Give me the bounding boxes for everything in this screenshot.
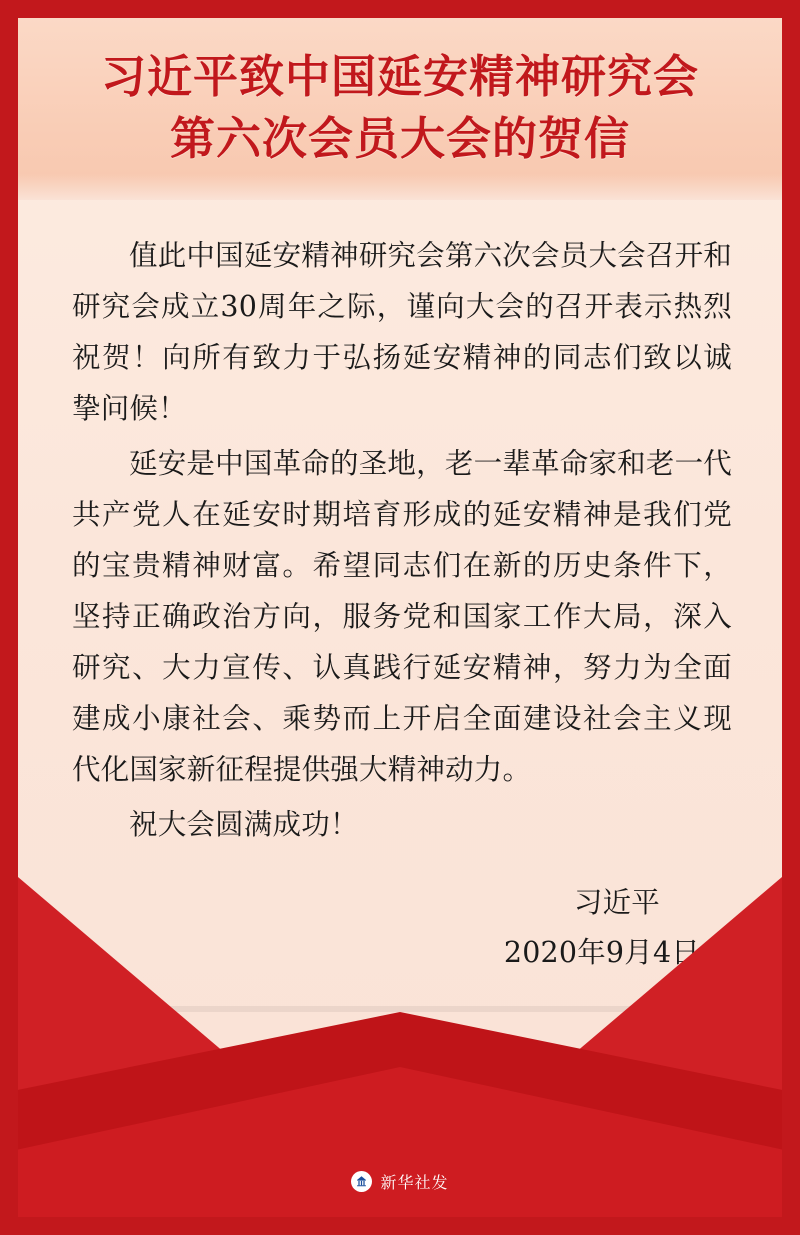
signature-name: 习近平	[573, 886, 660, 919]
page-title-line-2: 第六次会员大会的贺信	[169, 112, 630, 165]
letter-paragraph-1: 值此中国延安精神研究会第六次会员大会召开和研究会成立30周年之际，谨向大会的召开表示热烈祝贺！向所有致力于弘扬延安精神的同志们致以诚挚问候！	[72, 239, 732, 425]
signature-date: 2020年9月4日	[503, 936, 700, 969]
page-title	[18, 46, 782, 170]
letter-body	[72, 230, 732, 978]
credit-footer	[18, 1170, 782, 1193]
page-title-line-1: 习近平致中国延安精神研究会	[100, 50, 699, 103]
letter-paragraph-2: 延安是中国革命的圣地，老一辈革命家和老一代共产党人在延安时期培育形成的延安精神是我们党的宝贵精神财富。希望同志们在新的历史条件下，坚持正确政治方向，服务党和国家工作大局，深入研究、大力宣传、认真践行延安精神，努力为全面建成小康社会、乘势而上开启全面建设社会主义现代化国家新征程提供强大精神动力。	[72, 447, 732, 786]
credit-text: 新华社发	[380, 1175, 449, 1192]
letter-paper	[18, 18, 782, 1217]
letter-paragraph-3: 祝大会圆满成功！	[129, 808, 359, 841]
title-banner	[18, 18, 782, 200]
xinhua-logo-icon	[351, 1171, 372, 1192]
